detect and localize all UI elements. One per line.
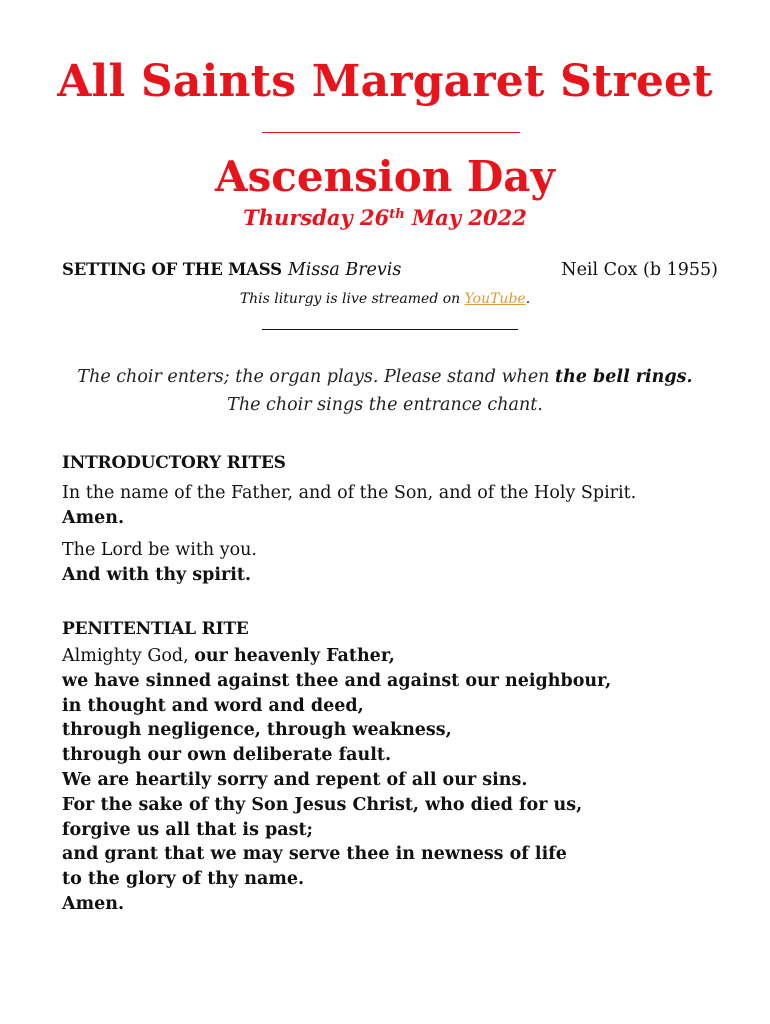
- confession-line: forgive us all that is past;: [62, 819, 313, 840]
- livestream-note: [0, 288, 770, 310]
- youtube-link[interactable]: YouTube: [464, 291, 526, 307]
- setting-label: SETTING OF THE MASS: [62, 260, 282, 279]
- rubric-entrance-bold: the bell rings.: [555, 367, 693, 387]
- feast-title: Ascension Day: [215, 152, 555, 201]
- setting-title: Missa Brevis: [287, 260, 402, 280]
- livestream-prefix: This liturgy is live streamed on: [239, 291, 465, 307]
- church-title: All Saints Margaret Street: [57, 56, 713, 107]
- confession-line: through our own deliberate fault.: [62, 745, 392, 766]
- confession-line: in thought and word and deed,: [62, 695, 364, 716]
- rubric-entrance: [0, 363, 770, 391]
- confession-line: [62, 644, 742, 669]
- confession-line: We are heartily sorry and repent of all our sins.: [62, 769, 528, 790]
- date-rest: May 2022: [404, 205, 527, 230]
- rubric-entrance-text: The choir enters; the organ plays. Please stand when: [77, 367, 556, 387]
- date-ordinal-suffix: th: [389, 207, 405, 222]
- introductory-rites-heading: INTRODUCTORY RITES: [62, 453, 286, 473]
- section-divider: [262, 329, 518, 330]
- feast-date: [0, 203, 770, 233]
- rubric-chant: The choir sings the entrance chant.: [227, 395, 543, 415]
- confession-line: through negligence, through weakness,: [62, 720, 452, 741]
- livestream-suffix: .: [525, 291, 531, 307]
- confession-opening: Almighty God,: [62, 646, 195, 666]
- confession-amen: Amen.: [62, 893, 125, 914]
- greeting-block: [62, 538, 742, 588]
- confession-line: to the glory of thy name.: [62, 869, 305, 890]
- confession-block: [62, 644, 742, 917]
- penitential-rite-heading: PENITENTIAL RITE: [62, 619, 249, 639]
- confession-line: and grant that we may serve thee in newness of life: [62, 844, 567, 865]
- setting-composer: Neil Cox (b 1955): [561, 260, 718, 280]
- title-divider: [262, 132, 520, 133]
- confession-opening-bold: our heavenly Father,: [194, 646, 395, 666]
- invocation-text: In the name of the Father, and of the Son, and of the Holy Spirit.: [62, 483, 637, 503]
- greeting-response: And with thy spirit.: [62, 564, 252, 585]
- confession-line: For the sake of thy Son Jesus Christ, who died for us,: [62, 794, 583, 815]
- mass-setting-row: [62, 256, 718, 284]
- confession-line: we have sinned against thee and against our neighbour,: [62, 670, 612, 691]
- invocation-amen: Amen.: [62, 507, 125, 528]
- greeting-text: The Lord be with you.: [62, 540, 257, 560]
- date-prefix: Thursday 26: [243, 205, 390, 230]
- introductory-invocation-block: [62, 481, 742, 531]
